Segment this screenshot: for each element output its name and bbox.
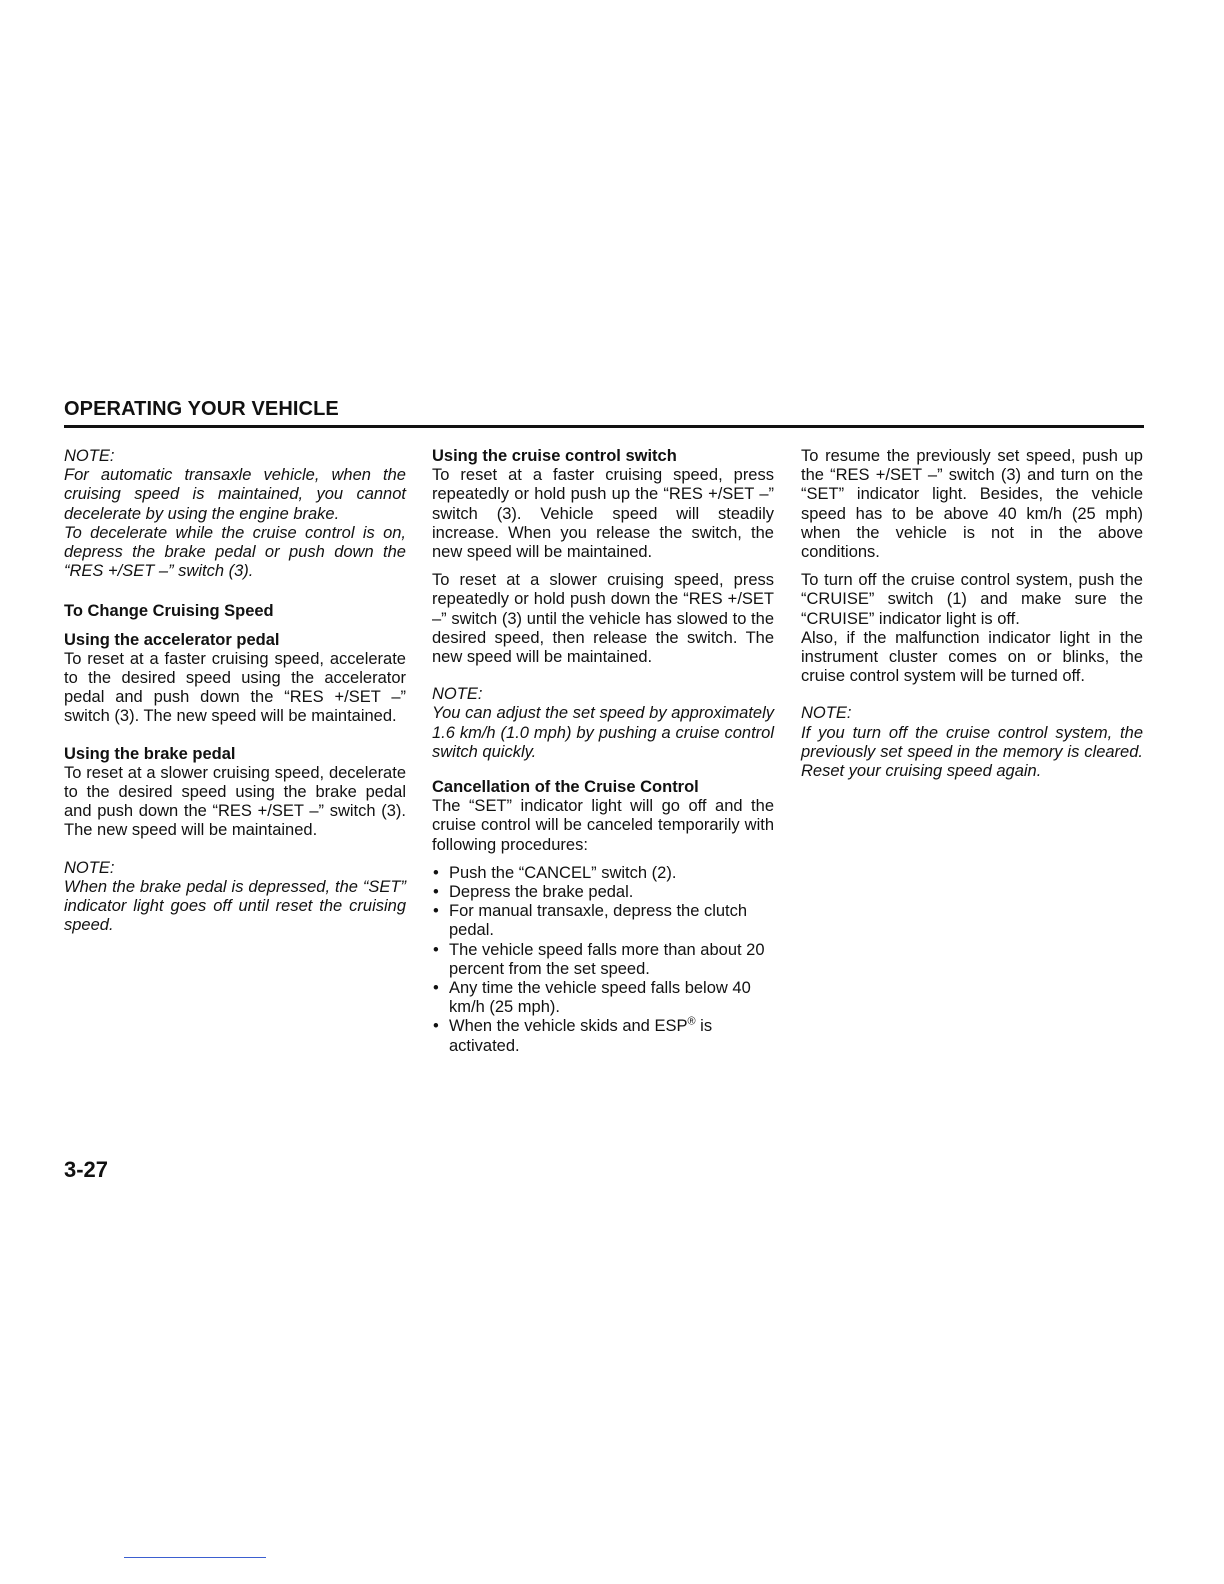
list-item-text: Push the “CANCEL” switch (2).: [449, 863, 677, 882]
cancellation-bullet-list: [432, 864, 774, 1056]
switch-slower-section: [432, 571, 774, 667]
subheading-brake-pedal: Using the brake pedal: [64, 744, 236, 763]
section-header: OPERATING YOUR VEHICLE: [64, 398, 339, 420]
spacer: [64, 850, 406, 859]
heading-cancellation: Cancellation of the Cruise Control: [432, 778, 699, 797]
turn-off-section: [801, 571, 1143, 686]
bullet-icon: •: [433, 979, 439, 998]
note-block-brake-pedal: [64, 859, 406, 936]
note-text-decelerate: To decelerate while the cruise control is on, depress the brake pedal or push down the “RES +/SET –” switch (3).: [64, 523, 406, 581]
spacer: [801, 695, 1143, 704]
cancellation-section: [432, 778, 774, 855]
list-item: [432, 883, 774, 902]
registered-mark: ®: [687, 1015, 696, 1028]
page-number: 3-27: [64, 1157, 109, 1182]
cancellation-text: The “SET” indicator light will go off and the cruise control will be canceled temporarily with following procedures:: [432, 797, 774, 854]
note-text-set-indicator: When the brake pedal is depressed, the “SET” indicator light goes off until reset the cruising speed.: [64, 877, 406, 935]
subheading-accelerator-pedal: Using the accelerator pedal: [64, 630, 280, 649]
spacer: [432, 676, 774, 685]
note-label: NOTE:: [64, 447, 115, 465]
resume-text: To resume the previously set speed, push up the “RES +/SET –” switch (3) and turn on the “SET” indicator light. Besides, the vehicle speed has to be above 40 km/h (25 mph) when the vehicle is not in the above conditions.: [801, 447, 1143, 562]
list-item-text: Depress the brake pedal.: [449, 883, 634, 902]
bullet-icon: •: [433, 902, 439, 921]
spacer: [64, 590, 406, 602]
note-text-memory-cleared: If you turn off the cruise control system, the previously set speed in the memory is cleared. Reset your cruising speed again.: [801, 723, 1143, 781]
note-block-adjust-speed: [432, 685, 774, 762]
bullet-icon: •: [433, 883, 439, 902]
list-item-text: Any time the vehicle speed falls below 40 km/h (25 mph).: [449, 979, 751, 1017]
column-middle: [432, 447, 774, 1056]
malfunction-text: Also, if the malfunction indicator light in the instrument cluster comes on or blinks, the cruise control system will be turned off.: [801, 628, 1143, 686]
switch-slower-text: To reset at a slower cruising speed, press repeatedly or hold push down the “RES +/SET –” switch (3) until the vehicle has slowed to the desired speed, then release the switch. The new speed will be maintained.: [432, 571, 774, 667]
list-item-text: For manual transaxle, depress the clutch pedal.: [449, 902, 748, 940]
note-block-memory-cleared: [801, 704, 1143, 781]
header-rule: [64, 425, 1144, 428]
list-item-text-esp-post: is activated.: [449, 1017, 713, 1055]
note-label: NOTE:: [432, 685, 483, 704]
spacer: [432, 771, 774, 778]
heading-change-cruising-speed: To Change Cruising Speed: [64, 602, 274, 621]
turn-off-text: To turn off the cruise control system, push the “CRUISE” switch (1) and make sure the “CRUISE” indicator light is off.: [801, 571, 1143, 628]
note-label: NOTE:: [64, 858, 115, 877]
list-item: [432, 902, 774, 940]
accelerator-pedal-text: To reset at a faster cruising speed, accelerate to the desired speed using the accelerator pedal and push down the “RES +/SET –” switch (3). The new speed will be maintained.: [64, 649, 406, 726]
list-item-text: The vehicle speed falls more than about 20 percent from the set speed.: [449, 940, 765, 978]
column-right: [801, 447, 1143, 790]
subheading-cruise-control-switch: Using the cruise control switch: [432, 447, 677, 465]
note-text-adjust-speed: You can adjust the set speed by approximately 1.6 km/h (1.0 mph) by pushing a cruise control switch quickly.: [432, 704, 774, 761]
note-block-automatic-transaxle: [64, 447, 406, 581]
bullet-icon: •: [433, 1017, 439, 1036]
list-item: [432, 979, 774, 1017]
resume-section: [801, 447, 1143, 562]
spacer: [64, 736, 406, 745]
list-item: [432, 1017, 774, 1055]
cruise-switch-section: [432, 447, 774, 562]
switch-faster-text: To reset at a faster cruising speed, press repeatedly or hold push up the “RES +/SET –” switch (3). Vehicle speed will steadily increase. When you release the switch, the new speed will be maintained.: [432, 466, 774, 562]
list-item: [432, 864, 774, 883]
accelerator-pedal-section: [64, 631, 406, 727]
brake-pedal-text: To reset at a slower cruising speed, decelerate to the desired speed using the brake pedal and push down the “RES +/SET –” switch (3). The new speed will be maintained.: [64, 763, 406, 840]
note-label: NOTE:: [801, 704, 852, 723]
list-item: [432, 941, 774, 979]
list-item-text-esp-pre: When the vehicle skids and ESP: [449, 1017, 688, 1036]
bullet-icon: •: [433, 940, 439, 959]
note-text-engine-brake: For automatic transaxle vehicle, when the cruising speed is maintained, you cannot decelerate by using the engine brake.: [64, 466, 406, 523]
column-left: [64, 447, 406, 944]
bottom-link-underline: [124, 1557, 266, 1558]
brake-pedal-section: [64, 745, 406, 841]
bullet-icon: •: [433, 863, 439, 882]
